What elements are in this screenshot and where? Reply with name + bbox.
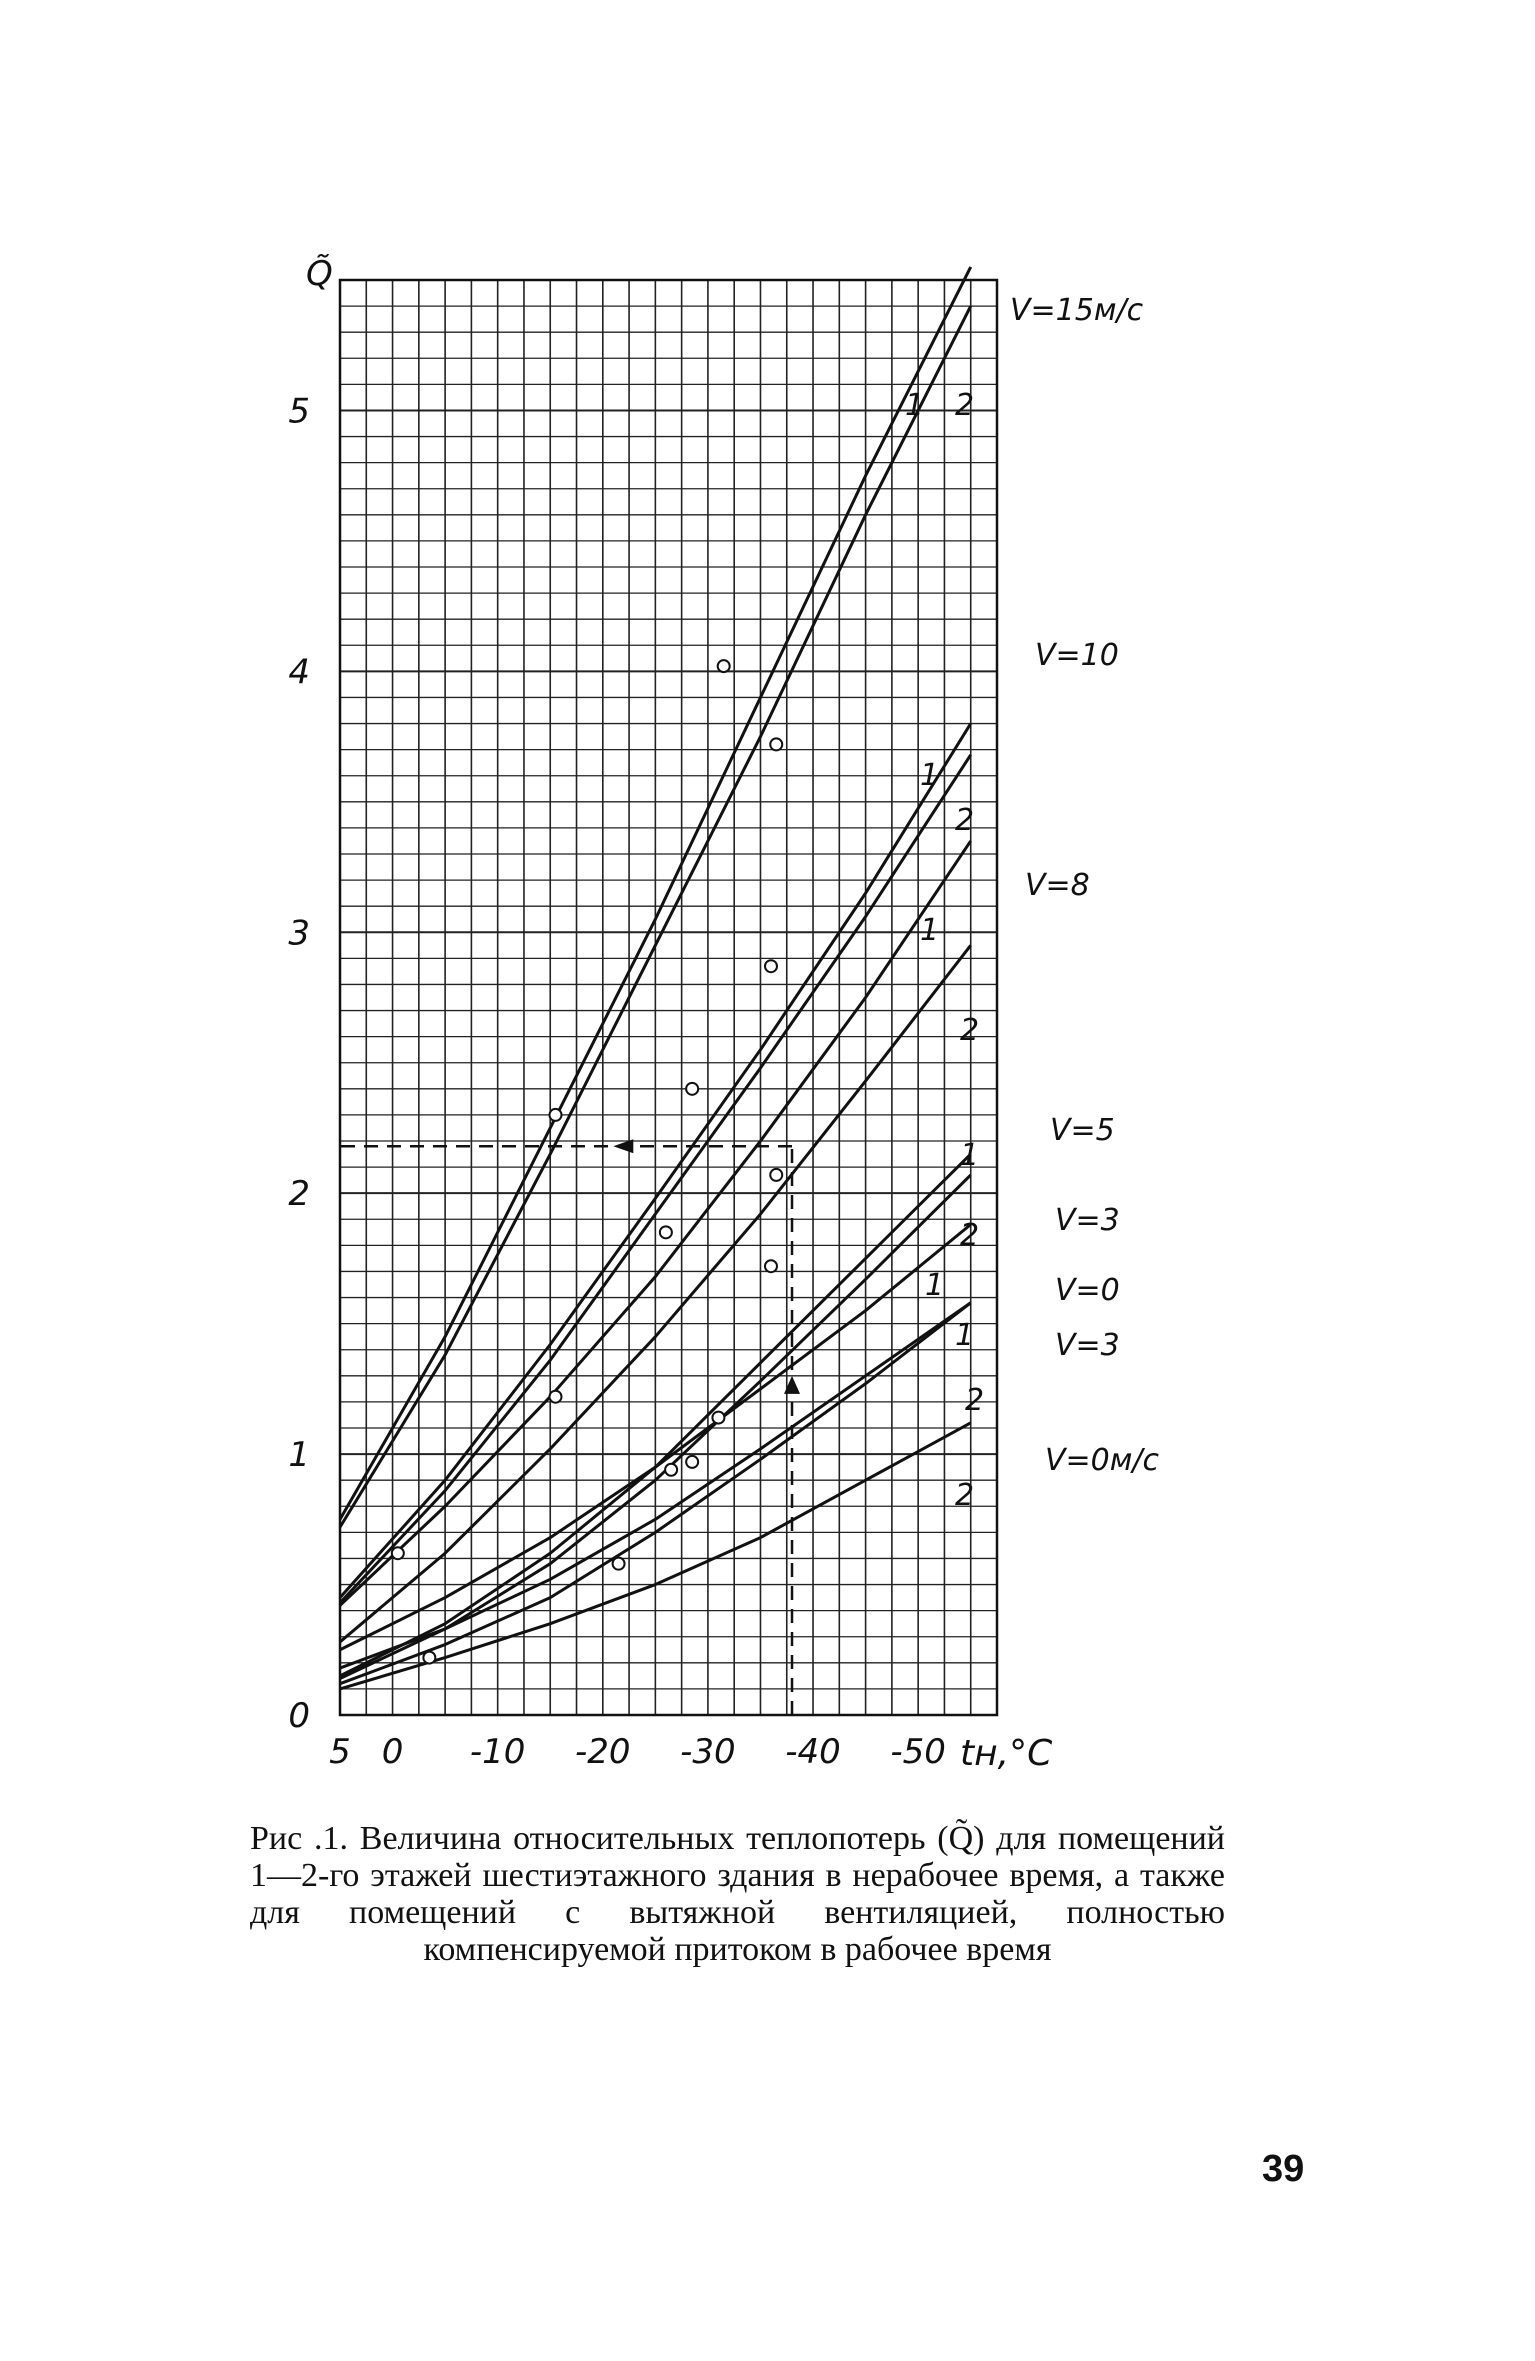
curve-index-label: 1 <box>920 913 940 948</box>
data-marker <box>712 1412 724 1424</box>
x-tick-label: -20 <box>575 1732 631 1772</box>
curve-label: V=3 <box>1055 1328 1120 1363</box>
y-tick-label: 3 <box>288 913 310 954</box>
x-axis-label: tн,°C <box>960 1733 1053 1774</box>
curve-label: V=0 <box>1055 1273 1120 1308</box>
curve-label: V=10 <box>1035 638 1119 673</box>
data-marker <box>423 1652 435 1664</box>
data-marker <box>392 1547 404 1559</box>
y-tick-label: 1 <box>288 1435 310 1476</box>
x-tick-label: 5 <box>329 1732 351 1772</box>
data-marker <box>686 1083 698 1095</box>
data-marker <box>549 1391 561 1403</box>
y-axis-label: Q̃ <box>306 254 333 294</box>
curve-label: V=3 <box>1055 1203 1120 1238</box>
curve-index-label: 2 <box>955 1478 975 1513</box>
data-marker <box>765 1260 777 1272</box>
x-tick-label: -40 <box>785 1732 841 1772</box>
curve-annotations <box>905 293 1159 1513</box>
data-marker <box>665 1464 677 1476</box>
curve-index-label: 1 <box>955 1318 975 1353</box>
page-number: 39 <box>1262 2148 1305 2190</box>
x-tick-label: -50 <box>890 1732 946 1772</box>
curve-index-label: 2 <box>960 1013 980 1048</box>
data-marker <box>770 1169 782 1181</box>
curve-index-label: 1 <box>920 758 940 793</box>
x-tick-label: -30 <box>680 1732 736 1772</box>
data-marker <box>686 1456 698 1468</box>
data-marker <box>770 738 782 750</box>
curve-index-label: 2 <box>955 388 975 423</box>
curve-label: V=5 <box>1050 1113 1115 1148</box>
curve-index-label: 2 <box>955 803 975 838</box>
x-tick-label: -10 <box>469 1732 526 1772</box>
data-marker <box>765 960 777 972</box>
y-tick-label: 4 <box>288 652 310 693</box>
curve-label: V=8 <box>1025 868 1090 903</box>
data-marker <box>718 660 730 672</box>
curve-label: V=15м/с <box>1010 293 1144 328</box>
figure-caption: Рис .1. Величина относительных теплопотерь (Q̃) для помещений 1—2-го этажей шестиэтажного здания в нерабочее время, а также для помещений с вытяжной вентиляцией, полностью компенсируемой притоком в рабочее время <box>250 1820 1225 1968</box>
y-tick-label: 2 <box>288 1174 310 1215</box>
curve-label: V=0м/с <box>1045 1443 1159 1478</box>
curve-index-label: 1 <box>925 1268 945 1303</box>
x-tick-label: 0 <box>381 1732 404 1772</box>
curve-index-label: 1 <box>905 388 925 423</box>
curve-index-label: 1 <box>960 1138 980 1173</box>
data-marker <box>549 1109 561 1121</box>
y-tick-label: 5 <box>288 391 310 432</box>
y-tick-label: 0 <box>288 1696 310 1736</box>
curve-index-label: 2 <box>960 1218 980 1253</box>
data-marker <box>660 1226 672 1238</box>
data-marker <box>613 1558 625 1570</box>
curve-index-label: 2 <box>965 1383 985 1418</box>
